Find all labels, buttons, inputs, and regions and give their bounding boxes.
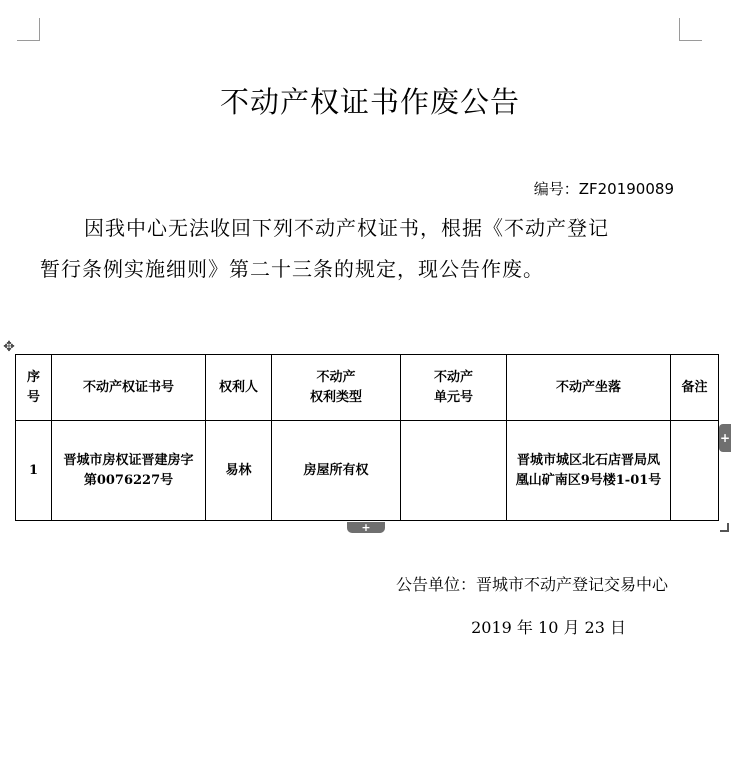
cell-unit-no — [401, 421, 507, 521]
header-holder: 权利人 — [206, 355, 272, 421]
issue-date: 2019 年 10 月 23 日 — [471, 618, 626, 637]
document-number: 编号：ZF20190089 — [533, 180, 674, 198]
paragraph-line-2: 暂行条例实施细则》第二十三条的规定，现公告作废。 — [40, 257, 544, 281]
table-row — [16, 421, 719, 521]
page-corner-mark-top-right — [679, 18, 702, 41]
table-move-handle-icon[interactable]: ✥ — [3, 339, 15, 355]
cell-remark — [671, 421, 719, 521]
table-resize-handle-icon[interactable] — [720, 523, 729, 532]
issuing-unit: 公告单位：晋城市不动产登记交易中心 — [395, 575, 668, 594]
header-remark: 备注 — [671, 355, 719, 421]
page-corner-mark-top-left — [17, 18, 40, 41]
certificate-table — [15, 354, 719, 521]
cell-location: 晋城市城区北石店晋局凤凰山矿南区9号楼1-01号 — [507, 421, 671, 521]
cell-seq: 1 — [16, 421, 52, 521]
paragraph-line-1: 因我中心无法收回下列不动产权证书，根据《不动产登记 — [84, 216, 609, 240]
add-row-button[interactable]: + — [347, 522, 385, 533]
header-location: 不动产坐落 — [507, 355, 671, 421]
header-cert-no: 不动产权证书号 — [52, 355, 206, 421]
table-header-row — [16, 355, 719, 421]
header-right-type: 不动产 权利类型 — [272, 355, 401, 421]
header-seq: 序 号 — [16, 355, 52, 421]
cell-cert-no: 晋城市房权证晋建房字第0076227号 — [52, 421, 206, 521]
header-unit-no: 不动产 单元号 — [401, 355, 507, 421]
announcement-title: 不动产权证书作废公告 — [219, 85, 520, 119]
cell-right-type: 房屋所有权 — [272, 421, 401, 521]
add-column-button[interactable]: + — [719, 424, 731, 452]
cell-holder: 易林 — [206, 421, 272, 521]
announcement-paragraph — [40, 208, 680, 290]
